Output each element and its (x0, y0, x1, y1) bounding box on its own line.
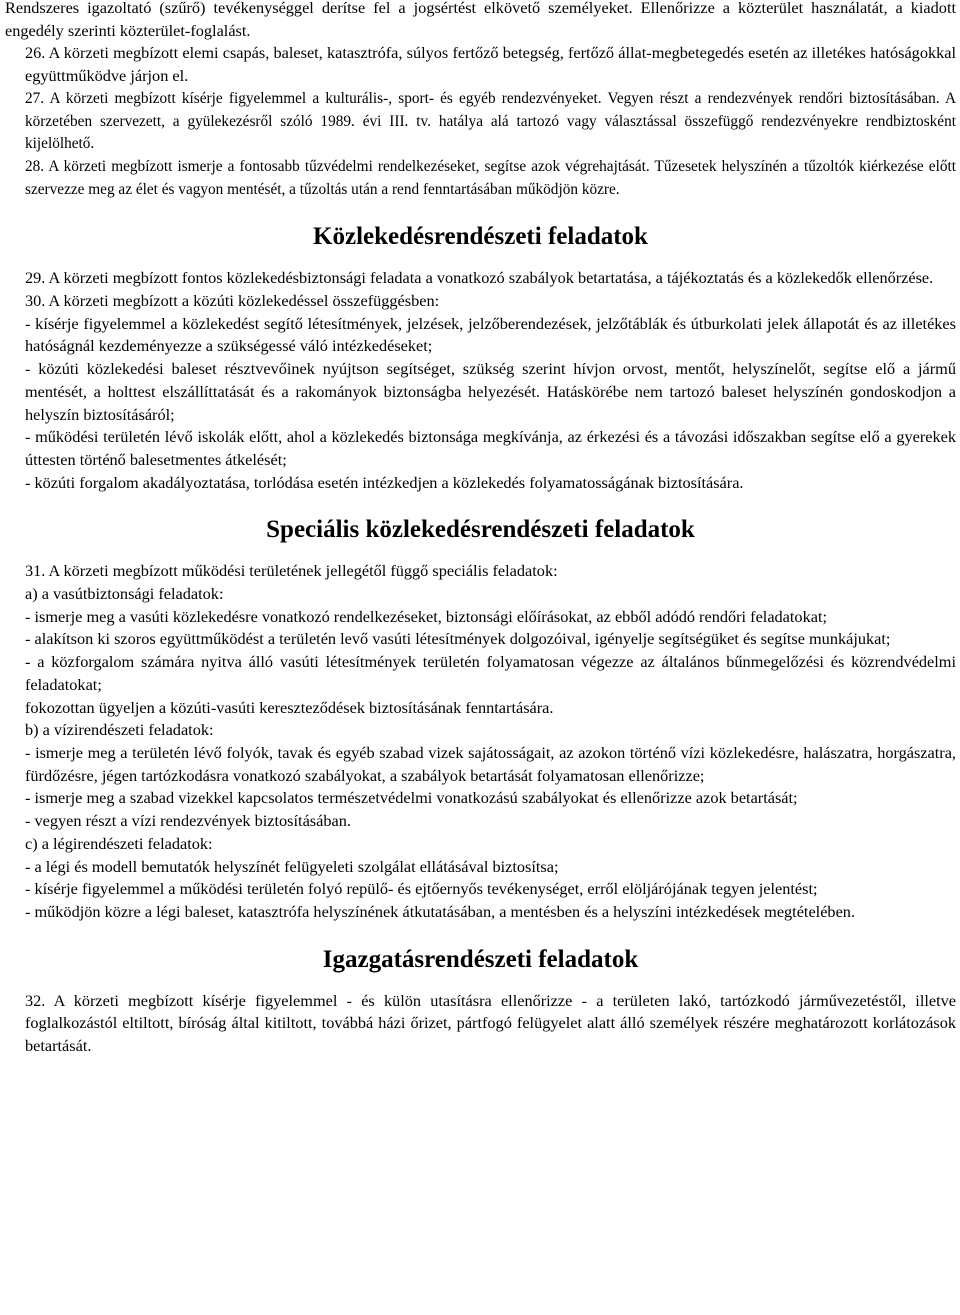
paragraph: b) a vízirendészeti feladatok: (25, 720, 214, 740)
paragraph: - vegyen részt a vízi rendezvények biztosításában. (25, 811, 351, 831)
section-heading-2: Speciális közlekedésrendészeti feladatok (266, 516, 695, 544)
paragraph: - közúti közlekedési baleset résztvevőinek nyújtson segítséget, szükség szerint hívjon orvost, mentőt, helyszínelőt, segítse elő a jármű mentését, a holttest elszállíttatását és a rakományok biztonságba helyezését. Hatáskörébe nem tartozó baleset helyszínén gondoskodjon a helyszín biztosításáról; (25, 359, 956, 424)
paragraph: - alakítson ki szoros együttműködést a területén levő vasúti létesítmények dolgozóival, igényelje segítségüket és segítse munkájukat; (25, 629, 891, 649)
paragraph: 27. A körzeti megbízott kísérje figyelemmel a kulturális-, sport- és egyéb rendezvényeket. Vegyen részt a rendezvények rendőri biztosításában. A körzetében szervezett, a gyülekezésről szóló 1989. évi III. tv. hatálya alá tartozó vagy választással összefüggő rendezvényekre rendbiztosként kijelölhető. (25, 89, 956, 153)
paragraph: - közúti forgalom akadályoztatása, torlódása esetén intézkedjen a közlekedés folyamatosságának biztosítására. (25, 472, 744, 492)
paragraph: 28. A körzeti megbízott ismerje a fontosabb tűzvédelmi rendelkezéseket, segítse azok végrehajtását. Tűzesetek helyszínén a tűzoltók kiérkezése előtt szervezze meg az élet és vagyon mentését, a tűzoltás után a rend fenntartásában működjön közre. (25, 157, 956, 198)
section-heading-1: Közlekedésrendészeti feladatok (313, 223, 648, 251)
paragraph: - működjön közre a légi baleset, katasztrófa helyszínének átkutatásában, a mentésben és a helyszíni intézkedések megtételében. (25, 901, 856, 921)
paragraph: - kísérje figyelemmel a közlekedést segítő létesítmények, jelzések, jelzőberendezések, jelzőtáblák és útburkolati jelek állapotát és az illetékes hatóságnál kezdeményezze a szükségessé váló intézkedéseket; (25, 313, 956, 356)
paragraph: - ismerje meg a szabad vizekkel kapcsolatos természetvédelmi vonatkozású szabályokat és ellenőrizze azok betartását; (25, 788, 798, 808)
paragraph: - kísérje figyelemmel a működési területén folyó repülő- és ejtőernyős tevékenységet, erről elöljárójának tegyen jelentést; (25, 879, 818, 899)
paragraph: Rendszeres igazoltató (szűrő) tevékenységgel derítse fel a jogsértést elkövető személyeket. Ellenőrizze a közterület használatát, a kiadott engedély szerinti közterület-foglalást. (5, 0, 956, 40)
paragraph: - ismerje meg a területén lévő folyók, tavak és egyéb szabad vizek sajátosságait, az azokon történő vízi közlekedésre, halászatra, horgászatra, fürdőzésre, jégen tartózkodásra vonatkozó szabályokat, a szabályok betartását folyamatosan ellenőrizze; (25, 742, 956, 785)
paragraph: 30. A körzeti megbízott a közúti közlekedéssel összefüggésben: (25, 291, 440, 311)
paragraph: c) a légirendészeti feladatok: (25, 833, 213, 853)
paragraph: - ismerje meg a vasúti közlekedésre vonatkozó rendelkezéseket, biztonsági előírásokat, az ebből adódó rendőri feladatokat; (25, 606, 827, 626)
paragraph: 31. A körzeti megbízott működési területének jellegétől függő speciális feladatok: (25, 561, 558, 581)
paragraph: 29. A körzeti megbízott fontos közlekedésbiztonsági feladata a vonatkozó szabályok betartatása, a tájékoztatás és a közlekedők ellenőrzése. (25, 268, 934, 288)
paragraph: - a légi és modell bemutatók helyszínét felügyeleti szolgálat ellátásával biztosítsa; (25, 856, 559, 876)
paragraph: - működési területén lévő iskolák előtt, ahol a közlekedés biztonsága megkívánja, az érkezési és a távozási időszakban segítse elő a gyerekek úttesten történő balesetmentes átkelését; (25, 427, 956, 469)
paragraph: fokozottan ügyeljen a közúti-vasúti kereszteződések biztosításának fenntartására. (25, 697, 554, 717)
paragraph: - a közforgalom számára nyitva álló vasúti létesítmények területén folyamatosan végezze az általános bűnmegelőzési és közrendvédelmi feladatokat; (25, 652, 956, 694)
section-heading-3: Igazgatásrendészeti feladatok (322, 945, 639, 973)
paragraph: a) a vasútbiztonsági feladatok: (25, 584, 224, 604)
paragraph: 26. A körzeti megbízott elemi csapás, baleset, katasztrófa, súlyos fertőző betegség, fertőző állat-megbetegedés esetén az illetékes hatóságokkal együttműködve járjon el. (25, 43, 956, 86)
paragraph: 32. A körzeti megbízott kísérje figyelemmel - és külön utasításra ellenőrizze - a területen lakó, tartózkodó járművezetéstől, illetve foglalkozástól eltiltott, bíróság által kitiltott, továbbá házi őrizet, pártfogó felügyelet alatt álló személyek részére meghatározott korlátozások betartását. (25, 990, 956, 1056)
